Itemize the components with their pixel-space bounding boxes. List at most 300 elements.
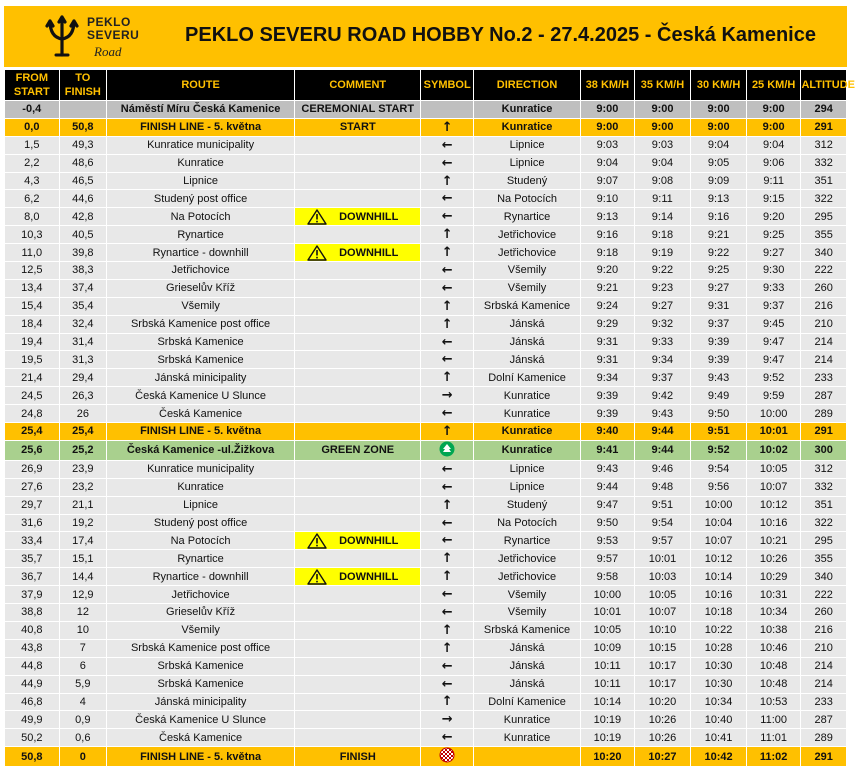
comment-cell — [295, 262, 421, 280]
route-cell: Česká Kamenice U Slunce — [107, 711, 295, 729]
arrow-up-icon: ↑ — [441, 497, 453, 513]
direction-cell: Kunratice — [473, 405, 580, 423]
route-cell: Jánská minicipality — [107, 369, 295, 387]
altitude-cell: 300 — [801, 440, 847, 460]
time-35-cell: 10:10 — [634, 621, 691, 639]
route-table — [4, 69, 856, 767]
from-start-cell: 19,4 — [5, 333, 60, 351]
time-35-cell: 10:03 — [634, 568, 691, 586]
time-30-cell: 10:00 — [691, 496, 747, 514]
from-start-cell: 12,5 — [5, 262, 60, 280]
from-start-cell: 50,2 — [5, 729, 60, 747]
from-start-cell: 50,8 — [5, 747, 60, 767]
direction-cell: Jánská — [473, 315, 580, 333]
col-35kmh-header: 35 KM/H — [634, 70, 691, 101]
from-start-cell: 19,5 — [5, 351, 60, 369]
direction-cell: Kunratice — [473, 101, 580, 119]
direction-cell: Jetřichovice — [473, 244, 580, 262]
warning-icon — [307, 209, 327, 225]
time-25-cell: 9:47 — [746, 351, 801, 369]
symbol-cell — [421, 351, 474, 369]
time-25-cell: 9:20 — [746, 208, 801, 226]
to-finish-cell: 5,9 — [59, 675, 107, 693]
to-finish-cell: 14,4 — [59, 568, 107, 586]
table-row — [5, 226, 847, 244]
time-38-cell: 10:05 — [581, 621, 635, 639]
table-row — [5, 440, 847, 460]
time-30-cell: 9:43 — [691, 369, 747, 387]
time-30-cell: 9:22 — [691, 244, 747, 262]
table-row — [5, 604, 847, 622]
time-35-cell: 9:19 — [634, 244, 691, 262]
arrow-left-icon: ← — [441, 352, 453, 368]
col-25kmh-header: 25 KM/H — [746, 70, 801, 101]
downhill-label: DOWNHILL — [339, 534, 399, 547]
direction-cell: Kunratice — [473, 729, 580, 747]
arrow-up-icon: ↑ — [441, 298, 453, 314]
time-35-cell: 9:04 — [634, 154, 691, 172]
time-38-cell: 9:43 — [581, 460, 635, 478]
time-30-cell: 10:40 — [691, 711, 747, 729]
time-35-cell: 10:07 — [634, 604, 691, 622]
time-38-cell: 9:47 — [581, 496, 635, 514]
altitude-cell: 260 — [801, 604, 847, 622]
direction-cell: Na Potocích — [473, 514, 580, 532]
table-row — [5, 586, 847, 604]
from-start-cell: 44,8 — [5, 657, 60, 675]
altitude-cell: 291 — [801, 118, 847, 136]
comment-cell — [295, 136, 421, 154]
time-38-cell: 9:44 — [581, 478, 635, 496]
symbol-cell — [421, 136, 474, 154]
from-start-cell: 31,6 — [5, 514, 60, 532]
route-cell: Grieselův Kříž — [107, 279, 295, 297]
arrow-left-icon: ← — [441, 209, 453, 225]
to-finish-cell: 10 — [59, 621, 107, 639]
time-38-cell: 9:58 — [581, 568, 635, 586]
direction-cell: Srbská Kamenice — [473, 621, 580, 639]
route-cell: Česká Kamenice — [107, 729, 295, 747]
route-cell: Lipnice — [107, 172, 295, 190]
direction-cell: Kunratice — [473, 440, 580, 460]
symbol-cell — [421, 550, 474, 568]
time-38-cell: 9:13 — [581, 208, 635, 226]
comment-cell — [295, 639, 421, 657]
time-25-cell: 11:00 — [746, 711, 801, 729]
altitude-cell: 351 — [801, 496, 847, 514]
route-cell: Srbská Kamenice post office — [107, 639, 295, 657]
symbol-cell — [421, 315, 474, 333]
route-cell: FINISH LINE - 5. května — [107, 118, 295, 136]
to-finish-cell: 21,1 — [59, 496, 107, 514]
route-cell: Rynartice — [107, 550, 295, 568]
arrow-up-icon: ↑ — [441, 569, 453, 585]
time-38-cell: 10:01 — [581, 604, 635, 622]
comment-cell — [295, 405, 421, 423]
route-cell: Rynartice - downhill — [107, 568, 295, 586]
route-cell: Srbská Kamenice — [107, 657, 295, 675]
to-finish-cell: 15,1 — [59, 550, 107, 568]
time-38-cell: 9:31 — [581, 333, 635, 351]
symbol-cell — [421, 496, 474, 514]
time-30-cell: 9:27 — [691, 279, 747, 297]
time-25-cell: 9:33 — [746, 279, 801, 297]
from-start-cell: 2,2 — [5, 154, 60, 172]
from-start-cell: 29,7 — [5, 496, 60, 514]
warning-icon — [307, 533, 327, 549]
time-30-cell: 9:04 — [691, 136, 747, 154]
comment-cell — [295, 190, 421, 208]
route-cell: Srbská Kamenice — [107, 675, 295, 693]
comment-cell — [295, 478, 421, 496]
time-38-cell: 9:16 — [581, 226, 635, 244]
time-38-cell: 9:57 — [581, 550, 635, 568]
time-30-cell: 9:56 — [691, 478, 747, 496]
time-30-cell: 10:12 — [691, 550, 747, 568]
to-finish-cell: 26 — [59, 405, 107, 423]
arrow-up-icon: ↑ — [441, 622, 453, 638]
comment-cell — [295, 693, 421, 711]
to-finish-cell: 44,6 — [59, 190, 107, 208]
table-row — [5, 154, 847, 172]
time-35-cell: 10:17 — [634, 657, 691, 675]
arrow-left-icon: ← — [441, 406, 453, 422]
comment-cell — [295, 423, 421, 441]
time-30-cell: 9:54 — [691, 460, 747, 478]
to-finish-cell: 35,4 — [59, 297, 107, 315]
time-30-cell: 9:13 — [691, 190, 747, 208]
altitude-cell: 216 — [801, 621, 847, 639]
comment-cell — [295, 496, 421, 514]
to-finish-cell: 46,5 — [59, 172, 107, 190]
arrow-up-icon: ↑ — [441, 694, 453, 710]
time-30-cell: 10:41 — [691, 729, 747, 747]
from-start-cell: 27,6 — [5, 478, 60, 496]
col-altitude-header: ALTITUDE — [801, 70, 847, 101]
to-finish-cell: 23,2 — [59, 478, 107, 496]
table-row — [5, 621, 847, 639]
time-38-cell: 9:41 — [581, 440, 635, 460]
table-row — [5, 711, 847, 729]
time-38-cell: 9:53 — [581, 532, 635, 550]
symbol-cell — [421, 532, 474, 550]
table-row — [5, 550, 847, 568]
time-25-cell: 10:26 — [746, 550, 801, 568]
time-25-cell: 10:53 — [746, 693, 801, 711]
table-row — [5, 514, 847, 532]
time-25-cell: 10:05 — [746, 460, 801, 478]
comment-cell: START — [295, 118, 421, 136]
direction-cell: Rynartice — [473, 532, 580, 550]
symbol-cell — [421, 478, 474, 496]
time-35-cell: 9:44 — [634, 440, 691, 460]
table-row — [5, 729, 847, 747]
altitude-cell: 216 — [801, 297, 847, 315]
route-cell: Kunratice municipality — [107, 136, 295, 154]
arrow-up-icon: ↑ — [441, 173, 453, 189]
altitude-cell: 294 — [801, 101, 847, 119]
time-25-cell: 9:30 — [746, 262, 801, 280]
altitude-cell: 295 — [801, 532, 847, 550]
route-cell: Všemily — [107, 621, 295, 639]
time-30-cell: 10:04 — [691, 514, 747, 532]
from-start-cell: 43,8 — [5, 639, 60, 657]
time-35-cell: 10:01 — [634, 550, 691, 568]
arrow-left-icon: ← — [441, 658, 453, 674]
route-cell: FINISH LINE - 5. května — [107, 423, 295, 441]
symbol-cell — [421, 208, 474, 226]
table-row — [5, 639, 847, 657]
time-35-cell: 10:26 — [634, 711, 691, 729]
from-start-cell: 25,4 — [5, 423, 60, 441]
from-start-cell: 26,9 — [5, 460, 60, 478]
altitude-cell: 340 — [801, 568, 847, 586]
symbol-cell — [421, 639, 474, 657]
from-start-cell: 21,4 — [5, 369, 60, 387]
time-35-cell: 9:14 — [634, 208, 691, 226]
comment-cell — [295, 244, 421, 262]
altitude-cell: 287 — [801, 387, 847, 405]
time-38-cell: 9:21 — [581, 279, 635, 297]
comment-cell — [295, 226, 421, 244]
altitude-cell: 291 — [801, 747, 847, 767]
time-30-cell: 9:09 — [691, 172, 747, 190]
table-row — [5, 333, 847, 351]
time-35-cell: 10:17 — [634, 675, 691, 693]
time-38-cell: 9:04 — [581, 154, 635, 172]
time-30-cell: 10:42 — [691, 747, 747, 767]
from-start-cell: 15,4 — [5, 297, 60, 315]
time-25-cell: 10:01 — [746, 423, 801, 441]
comment-cell — [295, 568, 421, 586]
arrow-right-icon: → — [441, 712, 453, 728]
from-start-cell: 37,9 — [5, 586, 60, 604]
route-cell: Česká Kamenice U Slunce — [107, 387, 295, 405]
altitude-cell: 233 — [801, 369, 847, 387]
time-25-cell: 9:52 — [746, 369, 801, 387]
time-38-cell: 10:19 — [581, 729, 635, 747]
direction-cell: Kunratice — [473, 387, 580, 405]
time-35-cell: 9:00 — [634, 118, 691, 136]
time-38-cell: 9:34 — [581, 369, 635, 387]
route-cell: Česká Kamenice -ul.Žižkova — [107, 440, 295, 460]
route-cell: FINISH LINE - 5. května — [107, 747, 295, 767]
to-finish-cell — [59, 101, 107, 119]
time-25-cell: 9:59 — [746, 387, 801, 405]
time-38-cell: 9:07 — [581, 172, 635, 190]
direction-cell: Jetřichovice — [473, 568, 580, 586]
time-30-cell: 10:22 — [691, 621, 747, 639]
checkered-flag-icon — [439, 747, 455, 763]
symbol-cell — [421, 226, 474, 244]
time-25-cell: 9:06 — [746, 154, 801, 172]
time-30-cell: 10:28 — [691, 639, 747, 657]
time-35-cell: 9:54 — [634, 514, 691, 532]
direction-cell: Jánská — [473, 675, 580, 693]
time-35-cell: 10:15 — [634, 639, 691, 657]
arrow-up-icon: ↑ — [441, 370, 453, 386]
from-start-cell: 0,0 — [5, 118, 60, 136]
roadbook-sheet — [4, 6, 856, 767]
arrow-up-icon: ↑ — [441, 245, 453, 261]
symbol-cell — [421, 297, 474, 315]
symbol-cell — [421, 333, 474, 351]
time-30-cell: 9:05 — [691, 154, 747, 172]
symbol-cell — [421, 621, 474, 639]
comment-cell — [295, 729, 421, 747]
table-row — [5, 315, 847, 333]
arrow-left-icon: ← — [441, 334, 453, 350]
downhill-label: DOWNHILL — [339, 246, 399, 259]
symbol-cell — [421, 657, 474, 675]
time-30-cell: 9:00 — [691, 118, 747, 136]
col-symbol-header: SYMBOL — [421, 70, 474, 101]
symbol-cell — [421, 244, 474, 262]
time-25-cell: 9:15 — [746, 190, 801, 208]
altitude-cell: 214 — [801, 333, 847, 351]
altitude-cell: 322 — [801, 514, 847, 532]
from-start-cell: -0,4 — [5, 101, 60, 119]
direction-cell: Všemily — [473, 262, 580, 280]
page-title: PEKLO SEVERU ROAD HOBBY No.2 - 27.4.2025 - Česká Kamenice — [185, 24, 816, 46]
altitude-cell: 287 — [801, 711, 847, 729]
time-30-cell: 9:00 — [691, 101, 747, 119]
route-cell: Náměstí Míru Česká Kamenice — [107, 101, 295, 119]
to-finish-cell: 7 — [59, 639, 107, 657]
direction-cell: Všemily — [473, 604, 580, 622]
from-start-cell: 40,8 — [5, 621, 60, 639]
symbol-cell — [421, 604, 474, 622]
altitude-cell: 332 — [801, 154, 847, 172]
from-start-cell: 36,7 — [5, 568, 60, 586]
from-start-cell: 24,5 — [5, 387, 60, 405]
altitude-cell: 295 — [801, 208, 847, 226]
time-38-cell: 9:00 — [581, 101, 635, 119]
to-finish-cell: 31,4 — [59, 333, 107, 351]
time-25-cell: 9:47 — [746, 333, 801, 351]
from-start-cell: 49,9 — [5, 711, 60, 729]
table-row — [5, 262, 847, 280]
comment-cell — [295, 279, 421, 297]
arrow-left-icon: ← — [441, 262, 453, 278]
direction-cell: Studený — [473, 172, 580, 190]
altitude-cell: 340 — [801, 244, 847, 262]
to-finish-cell: 50,8 — [59, 118, 107, 136]
altitude-cell: 291 — [801, 423, 847, 441]
warning-icon — [307, 569, 327, 585]
from-start-cell: 13,4 — [5, 279, 60, 297]
to-finish-cell: 39,8 — [59, 244, 107, 262]
comment-cell — [295, 333, 421, 351]
warning-icon — [307, 245, 327, 261]
time-38-cell: 9:39 — [581, 387, 635, 405]
to-finish-cell: 38,3 — [59, 262, 107, 280]
symbol-cell — [421, 154, 474, 172]
comment-cell — [295, 154, 421, 172]
time-38-cell: 10:11 — [581, 657, 635, 675]
time-25-cell: 9:00 — [746, 118, 801, 136]
direction-cell: Lipnice — [473, 154, 580, 172]
time-30-cell: 9:50 — [691, 405, 747, 423]
direction-cell: Kunratice — [473, 423, 580, 441]
arrow-up-icon: ↑ — [441, 640, 453, 656]
comment-cell — [295, 208, 421, 226]
arrow-left-icon: ← — [441, 137, 453, 153]
symbol-cell — [421, 711, 474, 729]
altitude-cell: 332 — [801, 478, 847, 496]
time-35-cell: 9:00 — [634, 101, 691, 119]
time-35-cell: 9:37 — [634, 369, 691, 387]
comment-cell: FINISH — [295, 747, 421, 767]
route-cell: Jetřichovice — [107, 262, 295, 280]
time-25-cell: 11:02 — [746, 747, 801, 767]
logo-text-road: Road — [94, 44, 122, 59]
table-body — [5, 101, 847, 767]
time-38-cell: 10:14 — [581, 693, 635, 711]
altitude-cell: 289 — [801, 729, 847, 747]
comment-cell — [295, 297, 421, 315]
symbol-cell — [421, 514, 474, 532]
table-row — [5, 118, 847, 136]
arrow-up-icon: ↑ — [441, 551, 453, 567]
table-row — [5, 244, 847, 262]
time-38-cell: 9:50 — [581, 514, 635, 532]
time-30-cell: 9:25 — [691, 262, 747, 280]
from-start-cell: 33,4 — [5, 532, 60, 550]
time-30-cell: 10:30 — [691, 657, 747, 675]
header-bar — [4, 6, 847, 67]
green-zone-icon — [439, 441, 455, 457]
altitude-cell: 214 — [801, 351, 847, 369]
from-start-cell: 44,9 — [5, 675, 60, 693]
time-35-cell: 10:05 — [634, 586, 691, 604]
from-start-cell: 4,3 — [5, 172, 60, 190]
symbol-cell — [421, 262, 474, 280]
route-cell: Kunratice — [107, 478, 295, 496]
time-35-cell: 10:27 — [634, 747, 691, 767]
time-38-cell: 9:39 — [581, 405, 635, 423]
arrow-right-icon: → — [441, 388, 453, 404]
time-35-cell: 9:48 — [634, 478, 691, 496]
time-38-cell: 10:20 — [581, 747, 635, 767]
symbol-cell — [421, 279, 474, 297]
from-start-cell: 6,2 — [5, 190, 60, 208]
altitude-cell: 210 — [801, 639, 847, 657]
table-row — [5, 657, 847, 675]
downhill-label: DOWNHILL — [339, 570, 399, 583]
to-finish-cell: 6 — [59, 657, 107, 675]
direction-cell: Jetřichovice — [473, 550, 580, 568]
route-cell: Lipnice — [107, 496, 295, 514]
time-25-cell: 10:12 — [746, 496, 801, 514]
time-35-cell: 9:34 — [634, 351, 691, 369]
time-35-cell: 9:11 — [634, 190, 691, 208]
direction-cell: Jánská — [473, 657, 580, 675]
to-finish-cell: 12 — [59, 604, 107, 622]
arrow-left-icon: ← — [441, 191, 453, 207]
direction-cell: Kunratice — [473, 118, 580, 136]
route-cell: Kunratice — [107, 154, 295, 172]
route-cell: Rynartice — [107, 226, 295, 244]
route-cell: Jánská minicipality — [107, 693, 295, 711]
comment-cell — [295, 675, 421, 693]
direction-cell: Jánská — [473, 333, 580, 351]
to-finish-cell: 0,9 — [59, 711, 107, 729]
altitude-cell: 222 — [801, 586, 847, 604]
time-25-cell: 9:11 — [746, 172, 801, 190]
time-25-cell: 10:31 — [746, 586, 801, 604]
arrow-left-icon: ← — [441, 587, 453, 603]
